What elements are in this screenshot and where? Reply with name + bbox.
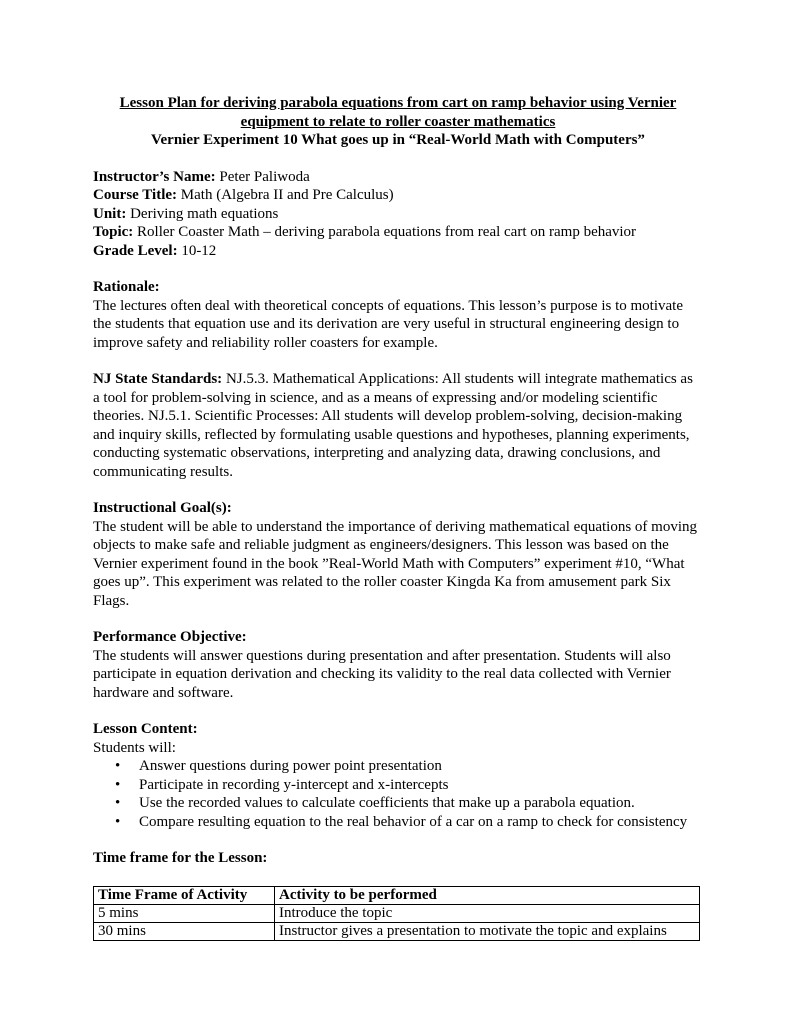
objective-section [93,628,703,702]
list-item: • Compare resulting equation to the real behavior of a car on a ramp to check for consistency [115,813,688,830]
standards-label: NJ State Standards: [93,371,223,387]
table-header-row [94,886,700,904]
unit: Unit: Deriving math equations [93,205,279,222]
bullet-icon: • [115,758,121,774]
bullet-icon: • [115,776,121,793]
list-item: • Answer questions during power point presentation [115,758,442,774]
rationale-text: The lectures often deal with theoretical concepts of equations. This lesson’s purpose is to motivate the students that equation use and its derivation are very useful in structural engineering design to improve safety and reliability roller coasters for example. [93,297,683,351]
title-line-1: Lesson Plan for deriving parabola equations from cart on ramp behavior using Vernier [119,95,677,111]
standards-section [93,370,703,481]
timeframe-table [93,886,700,941]
rationale-section [93,278,703,352]
table-cell: Introduce the topic [275,904,700,922]
objective-heading: Performance Objective: [93,629,247,645]
instructor-name: Instructor’s Name: Peter Paliwoda [93,168,310,185]
timeframe-section [93,849,703,941]
goals-text: The student will be able to understand the importance of deriving mathematical equations of moving objects to make safe and reliable judgment as engineers/designers. This lesson was based on the Vernier experiment found in the book ”Real-World Math with Computers” experiment #10, “What goes up”. This experiment was related to the roller coaster Kingda Ka from amusement park Six Flags. [93,518,697,609]
table-cell: 5 mins [94,904,275,922]
goals-heading: Instructional Goal(s): [93,500,232,516]
timeframe-heading: Time frame for the Lesson: [93,850,268,866]
table-row [94,922,700,940]
list-item: • Use the recorded values to calculate coefficients that make up a parabola equation. [115,795,635,811]
list-item: • Participate in recording y-intercept and x-intercepts [115,776,449,793]
course-title: Course Title: Math (Algebra II and Pre Calculus) [93,187,394,203]
bullet-icon: • [115,795,121,811]
content-list [93,757,703,831]
column-header-activity: Activity to be performed [275,886,700,904]
goals-section [93,499,703,610]
document-page [93,94,703,941]
bullet-icon: • [115,813,121,830]
content-intro: Students will: [93,739,176,756]
rationale-heading: Rationale: [93,279,160,295]
table-cell: Instructor gives a presentation to motivate the topic and explains [275,922,700,940]
standards-text: NJ State Standards: NJ.5.3. Mathematical Applications: All students will integrate mathematics as a tool for problem-solving in science, and as a means of expressing and/or modeling scientific theories. NJ.5.1. Scientific Processes: All students will develop problem-solving, decision-making and inquiry skills, reflected by formulating usable questions and hypotheses, planning experiments, conducting systematic observations, interpreting and analyzing data, drawing conclusions, and communicating results. [93,371,693,480]
content-section [93,720,703,831]
lesson-info [93,168,703,261]
title-line-3: Vernier Experiment 10 What goes up in “Real-World Math with Computers” [151,132,645,148]
objective-text: The students will answer questions during presentation and after presentation. Students will also participate in equation derivation and checking its validity to the real data collected with Vernier hardware and software. [93,647,671,701]
title-line-2: equipment to relate to roller coaster mathematics [240,113,556,130]
grade-level: Grade Level: 10-12 [93,242,217,259]
table-cell: 30 mins [94,922,275,940]
document-title [93,94,703,150]
table-row [94,904,700,922]
column-header-time: Time Frame of Activity [94,886,275,904]
topic: Topic: Roller Coaster Math – deriving parabola equations from real cart on ramp behavior [93,224,637,240]
content-heading: Lesson Content: [93,721,198,737]
